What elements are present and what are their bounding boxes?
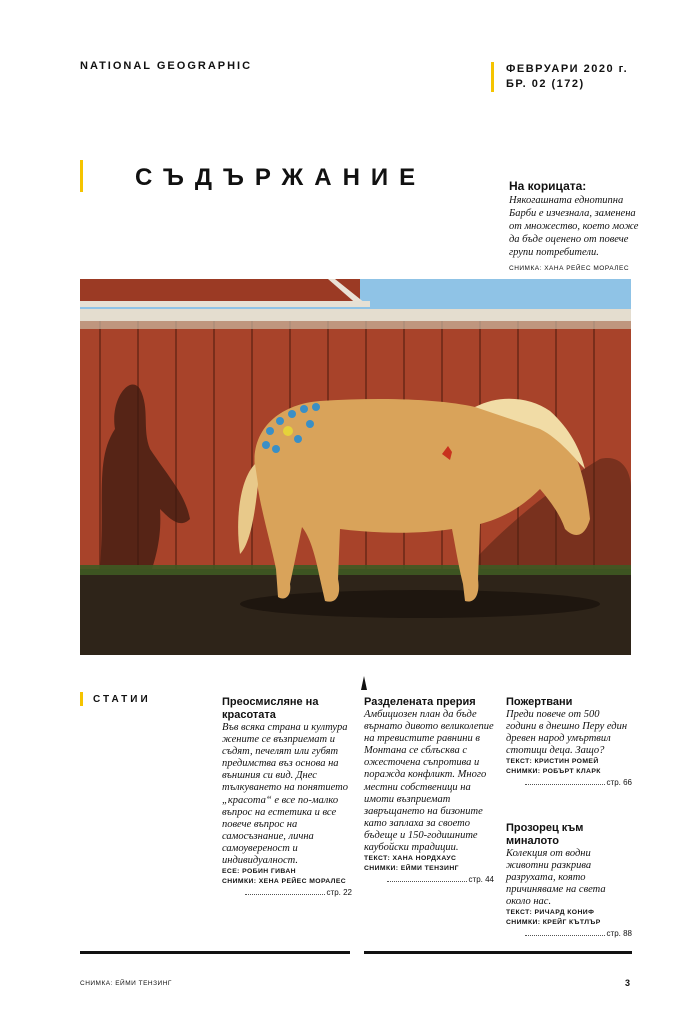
leader-dots (525, 779, 605, 785)
article-card[interactable] (364, 696, 494, 886)
article-summary: Амбициозен план да бъде върнато дивото великолепие на тревистите равнини в Монтана се сблъсква с ожесточена съпротива и поражда конфликт. Много местни собственици на имоти възприемат завръщането на бизоните като заплаха за своето бъдеще и 150-годишните каубойски традиции. (364, 709, 494, 854)
leader-dots (387, 876, 467, 882)
leader-dots (245, 889, 325, 895)
article-page[interactable] (506, 928, 632, 940)
brand-name: NATIONAL GEOGRAPHIC (80, 60, 253, 72)
article-credit: СНИМКИ: ХЕНА РЕЙЕС МОРАЛЕС (222, 878, 347, 886)
article-credit: СНИМКИ: ЕЙМИ ТЕНЗИНГ (364, 865, 459, 873)
article-title[interactable]: Пожертвани (506, 696, 573, 708)
article-card[interactable] (222, 696, 352, 899)
article-credit: ТЕКСТ: РИЧАРД КОНИФ (506, 909, 595, 917)
page-ref: стр. 22 (326, 888, 352, 898)
cover-note (509, 180, 644, 275)
page-ref: стр. 66 (606, 778, 632, 788)
article-page[interactable] (364, 874, 494, 886)
article-credit: СНИМКИ: КРЕЙГ КЪТЛЪР (506, 919, 601, 927)
page-ref: стр. 44 (468, 875, 494, 885)
photo-credit: СНИМКА: ЕЙМИ ТЕНЗИНГ (80, 980, 172, 987)
article-credit: ЕСЕ: РОБИН ГИВАН (222, 868, 296, 876)
article-title[interactable]: Преосмисляне на красотата (222, 696, 319, 721)
cover-heading: На корицата: (509, 179, 587, 193)
article-card[interactable] (506, 696, 632, 789)
article-page[interactable] (506, 777, 632, 789)
page-title: СЪДЪРЖАНИЕ (80, 160, 426, 192)
article-credit: СНИМКИ: РОБЪРТ КЛАРК (506, 768, 601, 776)
feature-photo (80, 279, 631, 655)
article-summary: Колекция от водни животни разкрива разрухата, която причиняваме на света около нас. (506, 848, 606, 908)
article-credit: ТЕКСТ: КРИСТИН РОМЕЙ (506, 758, 599, 766)
article-summary: Във всяка страна и култура жените се възприемат и съдят, печелят или губят предимства въз основа на външния си вид. Днес тълкуването на понятието „красота“ е все по-малко въпрос на естетика и все повече въпрос на самосъзнание, лична самоувереност и индивидуалност. (222, 722, 348, 867)
article-page[interactable] (222, 887, 352, 899)
bottom-rule (80, 951, 350, 954)
cover-text: Някогашната еднотипна Барби е изчезнала, заменена от множество, което може да бъде оценено от повече групи потребители. (509, 195, 639, 258)
issue-date: ФЕВРУАРИ 2020 г. (506, 63, 629, 75)
bottom-rule (364, 951, 632, 954)
cover-credit: СНИМКА: ХАНА РЕЙЕС МОРАЛЕС (509, 265, 630, 272)
article-title[interactable]: Прозорец към миналото (506, 822, 584, 847)
issue-number: БР. 02 (172) (506, 78, 585, 90)
page-ref: стр. 88 (606, 929, 632, 939)
leader-dots (525, 930, 605, 936)
section-label: СТАТИИ (80, 692, 151, 706)
section-marker (361, 676, 367, 690)
page-number: 3 (625, 978, 631, 988)
article-card[interactable] (506, 822, 632, 940)
article-credit: ТЕКСТ: ХАНА НОРДХАУС (364, 855, 457, 863)
article-summary: Преди повече от 500 години в днешно Перу един древен народ умъртвил стотици деца. Защо? (506, 709, 628, 757)
issue-info (491, 62, 628, 92)
article-title[interactable]: Разделената прерия (364, 696, 476, 708)
